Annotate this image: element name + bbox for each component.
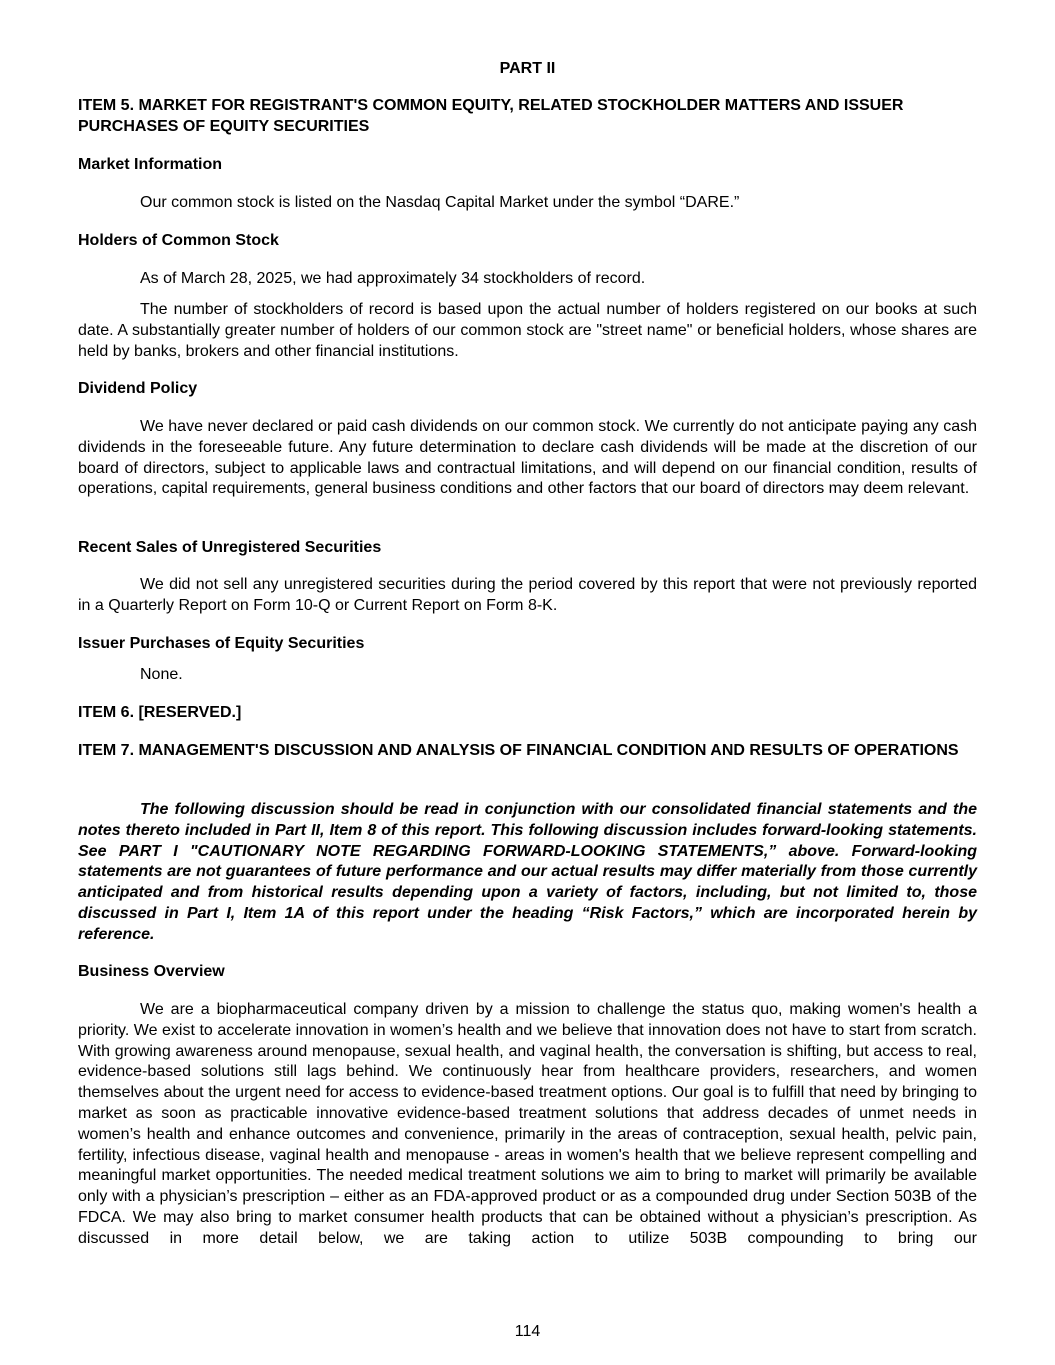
item5-title: ITEM 5. MARKET FOR REGISTRANT'S COMMON EQUITY, RELATED STOCKHOLDER MATTERS AND ISSUER PURCHASES OF EQUITY SECURITIES	[78, 97, 904, 135]
part-title: PART II	[499, 60, 556, 77]
holders-text-1: As of March 28, 2025, we had approximately 34 stockholders of record.	[140, 270, 646, 287]
holders-heading: Holders of Common Stock	[78, 232, 279, 249]
purchases-heading: Issuer Purchases of Equity Securities	[78, 635, 365, 652]
sales-text: We did not sell any unregistered securities during the period covered by this report that were not previously reported in a Quarterly Report on Form 10-Q or Current Report on Form 8-K.	[78, 576, 977, 614]
holders-text-2: The number of stockholders of record is based upon the actual number of holders registered on our books at such date. A substantially greater number of holders of our common stock are "street name" or beneficial holders, whose shares are held by banks, brokers and other financial institutions.	[78, 301, 977, 360]
overview-heading: Business Overview	[78, 963, 225, 980]
overview-text: We are a biopharmaceutical company driven by a mission to challenge the status quo, making women's health a priority. We exist to accelerate innovation in women’s health and we believe that innovation does not have to start from scratch. With growing awareness around menopause, sexual health, and vaginal health, the conversation is shifting, but access to real, evidence-based solutions still lags behind. We continuously hear from healthcare providers, researchers, and women themselves about the urgent need for access to evidence-based treatment options. Our goal is to fulfill that need by bringing to market as soon as practicable innovative evidence-based treatment solutions that address decades of unmet needs in women’s health and enhance outcomes and convenience, primarily in the areas of contraception, sexual health, pelvic pain, fertility, infectious disease, vaginal health and menopause - areas in women's health that we believe represent compelling and meaningful market opportunities. The needed medical treatment solutions we aim to bring to market will primarily be available only with a physician’s prescription – either as an FDA-approved product or as a compounded drug under Section 503B of the FDCA. We may also bring to market consumer health products that can be obtained without a physician’s prescription. As discussed in more detail below, we are taking action to utilize 503B compounding to bring our	[78, 1001, 977, 1247]
item7-intro: The following discussion should be read in conjunction with our consolidated financial statements and the notes thereto included in Part II, Item 8 of this report. This following discussion includes forward-looking statements. See PART I "CAUTIONARY NOTE REGARDING FORWARD-LOOKING STATEMENTS,” above. Forward-looking statements are not guarantees of future performance and our actual results may differ materially from those currently anticipated and from historical results depending upon a variety of factors, including, but not limited to, those discussed in Part I, Item 1A of this report under the heading “Risk Factors,” which are incorporated herein by reference.	[78, 801, 977, 943]
page-number: 114	[514, 1323, 541, 1340]
sales-heading: Recent Sales of Unregistered Securities	[78, 539, 382, 556]
item6-title: ITEM 6. [RESERVED.]	[78, 704, 242, 721]
item7-title: ITEM 7. MANAGEMENT'S DISCUSSION AND ANALYSIS OF FINANCIAL CONDITION AND RESULTS OF OPERATIONS	[78, 742, 959, 759]
market-heading: Market Information	[78, 156, 223, 173]
dividend-heading: Dividend Policy	[78, 380, 198, 397]
market-text: Our common stock is listed on the Nasdaq Capital Market under the symbol “DARE.”	[140, 194, 740, 211]
dividend-text: We have never declared or paid cash dividends on our common stock. We currently do not anticipate paying any cash dividends in the foreseeable future. Any future determination to declare cash dividends will be made at the discretion of our board of directors, subject to applicable laws and contractual limitations, and will depend on our financial condition, results of operations, capital requirements, general business conditions and other factors that our board of directors may deem relevant.	[78, 418, 977, 498]
purchases-text: None.	[140, 666, 183, 683]
